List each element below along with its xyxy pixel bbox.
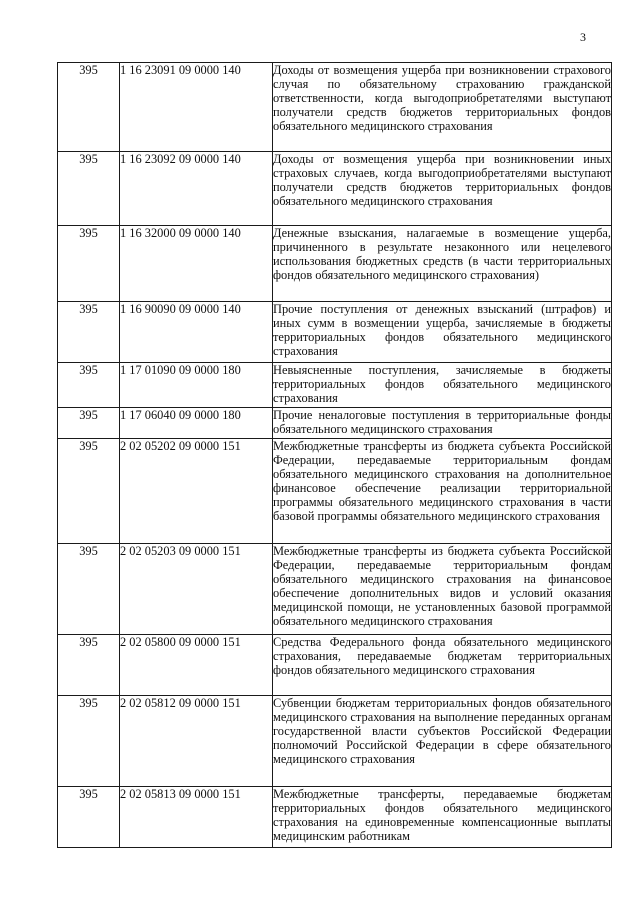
revenue-name-text: Средства Федерального фонда обязательного медицинского страхования, передаваемые бюджетам территориальных фондов обязательного медицинского страхования: [273, 635, 611, 677]
revenue-code-cell: 1 16 23092 09 0000 140: [120, 152, 273, 226]
admin-code-cell: 395: [58, 544, 120, 635]
revenue-code-cell: 1 17 06040 09 0000 180: [120, 408, 273, 439]
revenue-name-cell: [273, 226, 612, 302]
revenue-code-cell: 1 17 01090 09 0000 180: [120, 363, 273, 408]
admin-code-cell: 395: [58, 226, 120, 302]
admin-code-cell: 395: [58, 302, 120, 363]
revenue-name-text: Доходы от возмещения ущерба при возникновении страхового случая по обязательному страхованию гражданской ответственности, когда выгодоприобретателями выступают получатели средств бюджетов территориальных фондов обязательного медицинского страхования: [273, 63, 611, 133]
revenue-name-text: Субвенции бюджетам территориальных фондов обязательного медицинского страхования на выполнение переданных органам государственной власти субъектов Российской Федерации полномочий Российской Федерации в сфере обязательного медицинского страхования: [273, 696, 611, 766]
revenue-code-cell: 2 02 05203 09 0000 151: [120, 544, 273, 635]
table-row: [58, 439, 612, 544]
revenue-name-cell: [273, 152, 612, 226]
revenue-code-cell: 2 02 05813 09 0000 151: [120, 787, 273, 848]
admin-code-cell: 395: [58, 439, 120, 544]
revenue-name-text: Прочие неналоговые поступления в территориальные фонды обязательного медицинского страхования: [273, 408, 611, 436]
admin-code-cell: 395: [58, 152, 120, 226]
admin-code-cell: 395: [58, 408, 120, 439]
revenue-name-cell: [273, 302, 612, 363]
revenue-code-cell: 2 02 05202 09 0000 151: [120, 439, 273, 544]
revenue-name-cell: [273, 439, 612, 544]
revenue-name-text: Невыясненные поступления, зачисляемые в бюджеты территориальных фондов обязательного медицинского страхования: [273, 363, 611, 405]
revenue-name-text: Межбюджетные трансферты, передаваемые бюджетам территориальных фондов обязательного медицинского страхования на единовременные компенсационные выплаты медицинским работникам: [273, 787, 611, 843]
revenue-name-text: Денежные взыскания, налагаемые в возмещение ущерба, причиненного в результате незаконного или нецелевого использования бюджетных средств (в части территориальных фондов обязательного медицинского страхования): [273, 226, 611, 282]
revenue-name-cell: [273, 635, 612, 696]
revenue-code-cell: 2 02 05800 09 0000 151: [120, 635, 273, 696]
admin-code-cell: 395: [58, 787, 120, 848]
table-row: [58, 408, 612, 439]
revenue-name-cell: [273, 696, 612, 787]
table-row: [58, 544, 612, 635]
revenue-name-text: Доходы от возмещения ущерба при возникновении иных страховых случаев, когда выгодоприобретателями выступают получатели средств бюджетов территориальных фондов обязательного медицинского страхования: [273, 152, 611, 208]
revenue-code-cell: 1 16 90090 09 0000 140: [120, 302, 273, 363]
table-row: [58, 226, 612, 302]
table-row: [58, 787, 612, 848]
admin-code-cell: 395: [58, 63, 120, 152]
revenue-name-cell: [273, 544, 612, 635]
revenue-name-text: Прочие поступления от денежных взысканий (штрафов) и иных сумм в возмещении ущерба, зачисляемые в бюджеты территориальных фондов обязательного медицинского страхования: [273, 302, 611, 358]
revenue-code-cell: 2 02 05812 09 0000 151: [120, 696, 273, 787]
revenue-name-cell: [273, 63, 612, 152]
admin-code-cell: 395: [58, 363, 120, 408]
revenue-name-cell: [273, 408, 612, 439]
revenue-name-cell: [273, 787, 612, 848]
admin-code-cell: 395: [58, 635, 120, 696]
table-row: [58, 152, 612, 226]
table-row: [58, 635, 612, 696]
budget-classification-table: [57, 62, 612, 848]
table-row: [58, 696, 612, 787]
revenue-name-cell: [273, 363, 612, 408]
page-number: 3: [580, 30, 586, 44]
revenue-code-cell: 1 16 32000 09 0000 140: [120, 226, 273, 302]
table-row: [58, 63, 612, 152]
revenue-code-cell: 1 16 23091 09 0000 140: [120, 63, 273, 152]
table-row: [58, 363, 612, 408]
revenue-name-text: Межбюджетные трансферты из бюджета субъекта Российской Федерации, передаваемые территориальным фондам обязательного медицинского страхования на финансовое обеспечение дополнительных видов и условий оказания медицинской помощи, не установленных базовой программой обязательного медицинского страхования: [273, 544, 611, 628]
revenue-name-text: Межбюджетные трансферты из бюджета субъекта Российской Федерации, передаваемые территориальным фондам обязательного медицинского страхования на дополнительное финансовое обеспечение реализации территориальной программы обязательного медицинского страхования в части базовой программы обязательного медицинского страхования: [273, 439, 611, 523]
admin-code-cell: 395: [58, 696, 120, 787]
table-row: [58, 302, 612, 363]
